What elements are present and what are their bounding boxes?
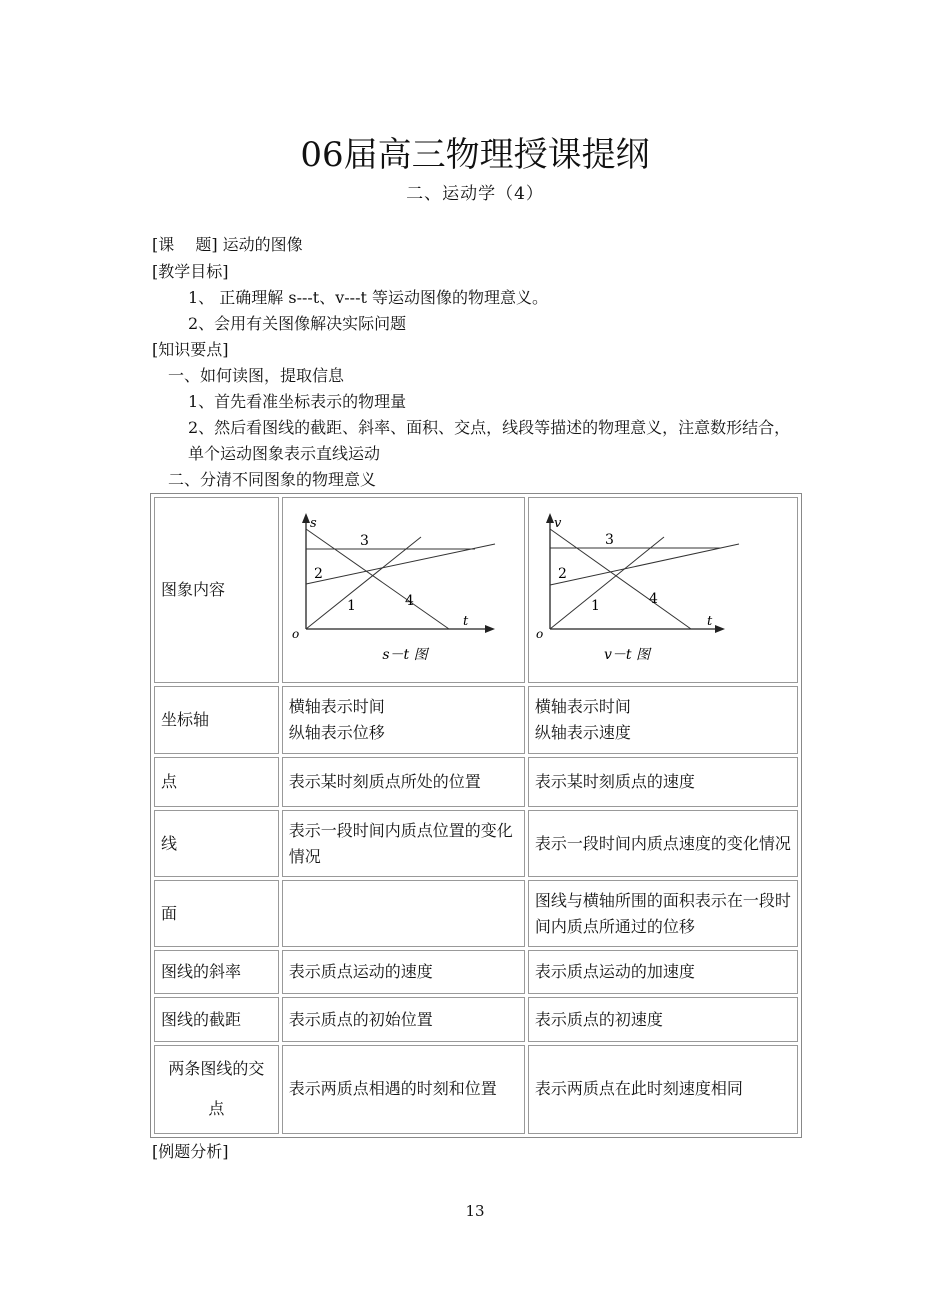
table-row <box>154 880 798 947</box>
vt-intercept-cell: 表示质点的初速度 <box>528 997 798 1042</box>
row-label-line: 线 <box>154 810 279 877</box>
goal-1: 1、 正确理解 s---t、v---t 等运动图像的物理意义。 <box>188 288 548 307</box>
row-label-slope: 图线的斜率 <box>154 950 279 995</box>
goals-label: [教学目标] <box>152 262 229 281</box>
graph-meaning-table <box>150 493 802 1138</box>
st-axes-cell <box>282 686 525 754</box>
goal-2: 2、会用有关图像解决实际问题 <box>188 314 407 333</box>
line-label-3: 3 <box>359 533 369 550</box>
line-label-1: 1 <box>590 598 600 615</box>
y-axis-arrow <box>302 513 310 523</box>
row-label-content: 图象内容 <box>154 497 279 683</box>
st-graph <box>283 499 527 673</box>
line-4 <box>550 529 691 629</box>
line-label-2: 2 <box>557 566 567 583</box>
vt-line-cell: 表示一段时间内质点速度的变化情况 <box>528 810 798 877</box>
st-line-cell: 表示一段时间内质点位置的变化情况 <box>282 810 525 877</box>
vt-axes-cell <box>528 686 798 754</box>
line-2 <box>550 544 739 585</box>
row-label-point: 点 <box>154 757 279 808</box>
row-label-area: 面 <box>154 880 279 947</box>
y-axis-arrow <box>546 513 554 523</box>
point-1-1: 1、首先看准坐标表示的物理量 <box>188 392 407 411</box>
point-2: 二、分清不同图象的物理意义 <box>168 470 377 489</box>
doc-title: 06届高三物理授课提纲 <box>300 135 650 175</box>
line-label-4: 4 <box>648 591 658 608</box>
origin-label: o <box>291 627 299 642</box>
line-label-2: 2 <box>313 566 323 583</box>
graph-caption: v－t 图 <box>603 647 650 664</box>
graph-caption: s－t 图 <box>382 647 428 664</box>
st-graph-cell <box>282 497 525 683</box>
y-axis-label: v <box>553 516 562 532</box>
table-row <box>154 810 798 877</box>
x-axis-arrow <box>485 625 495 633</box>
row-label-intercept: 图线的截距 <box>154 997 279 1042</box>
line-label-4: 4 <box>404 593 414 610</box>
point-1-2 <box>152 415 802 467</box>
row-label-intersection: 两条图线的交点 <box>154 1045 279 1134</box>
point-1: 一、如何读图，提取信息 <box>168 366 345 385</box>
line-label-1: 1 <box>346 598 356 615</box>
points-label: [知识要点] <box>152 340 229 359</box>
line-1 <box>306 537 421 629</box>
table-row <box>154 686 798 754</box>
origin-label: o <box>535 627 544 642</box>
vt-slope-cell: 表示质点运动的加速度 <box>528 950 798 995</box>
st-intercept-cell: 表示质点的初始位置 <box>282 997 525 1042</box>
st-axes-y: 纵轴表示位移 <box>288 722 385 742</box>
x-axis-label: t <box>706 614 713 630</box>
vt-area-cell: 图线与横轴所围的面积表示在一段时间内质点所通过的位移 <box>528 880 798 947</box>
vt-intersection-cell: 表示两质点在此时刻速度相同 <box>528 1045 798 1134</box>
st-point-cell: 表示某时刻质点所处的位置 <box>282 757 525 808</box>
vt-graph <box>529 499 799 673</box>
topic-line: [课 题] 运动的图像 <box>152 235 303 254</box>
row-label-axes: 坐标轴 <box>154 686 279 754</box>
table-row <box>154 1045 798 1134</box>
page-number: 13 <box>465 1202 485 1220</box>
point-1-2-text: 2、然后看图线的截距、斜率、面积、交点，线段等描述的物理意义，注意数形结合，单个运动图象表示直线运动 <box>188 418 791 463</box>
vt-axes-y: 纵轴表示速度 <box>534 722 631 742</box>
x-axis-arrow <box>715 625 725 633</box>
vt-point-cell: 表示某时刻质点的速度 <box>528 757 798 808</box>
doc-subtitle: 二、运动学（4） <box>406 184 544 204</box>
line-label-3: 3 <box>604 532 614 549</box>
table-row <box>154 950 798 995</box>
st-area-cell <box>282 880 525 947</box>
example-label: [例题分析] <box>152 1142 229 1161</box>
line-1 <box>550 537 664 629</box>
st-slope-cell: 表示质点运动的速度 <box>282 950 525 995</box>
vt-axes-x: 横轴表示时间 <box>534 696 631 716</box>
y-axis-label: s <box>309 516 317 532</box>
line-2 <box>306 544 495 584</box>
vt-graph-cell <box>528 497 798 683</box>
x-axis-label: t <box>462 614 468 630</box>
table-row <box>154 497 798 683</box>
st-intersection-cell: 表示两质点相遇的时刻和位置 <box>282 1045 525 1134</box>
table-row <box>154 997 798 1042</box>
st-axes-x: 横轴表示时间 <box>288 696 385 716</box>
table-row <box>154 757 798 808</box>
